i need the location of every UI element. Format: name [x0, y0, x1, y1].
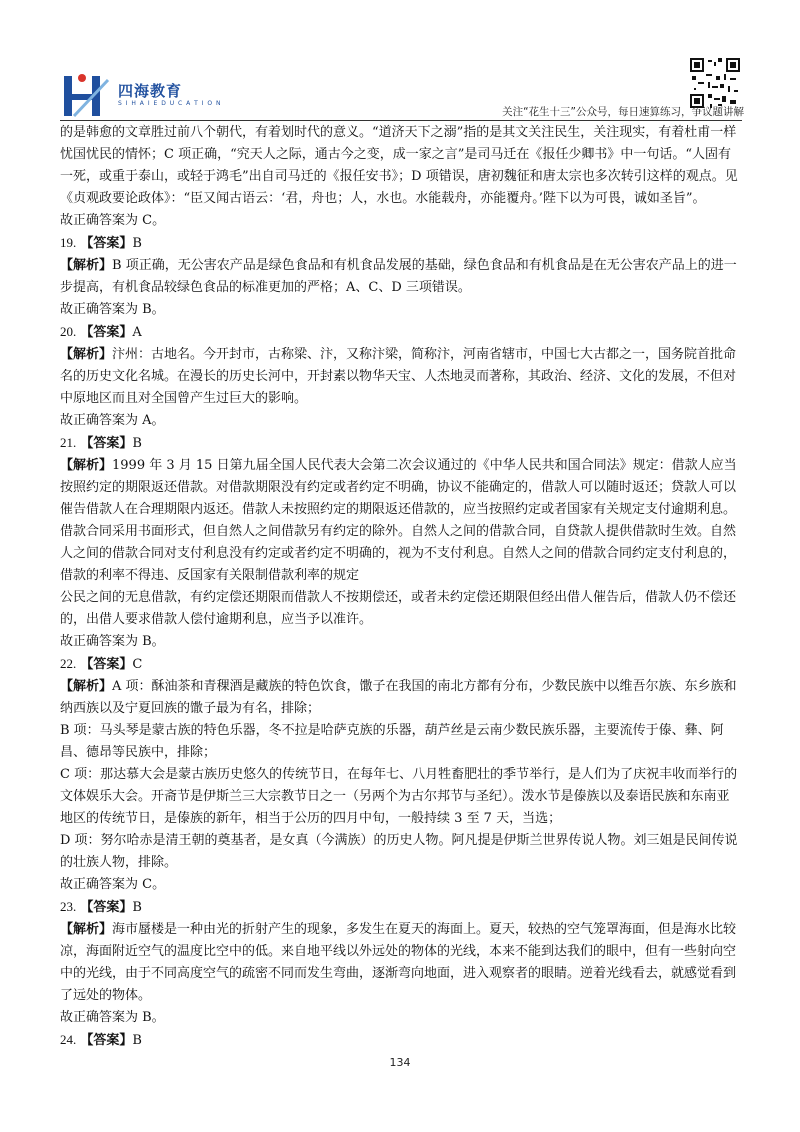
paragraph: 借款合同采用书面形式，但自然人之间借款另有约定的除外。自然人之间的借款合同，自贷款人提供借款时生效。自然人之间的借款合同对支付利息没有约定或者约定不明确的，视为不支付利息。自然人之间的借款合同约定支付利息的，借款的利率不得违、反国家有关限制借款利率的规定	[60, 524, 737, 583]
answer-line	[60, 1029, 742, 1052]
answer-value: B	[132, 900, 142, 915]
brand-name: 四海教育	[118, 82, 183, 100]
answer-statement: 故正确答案为 B。	[60, 302, 165, 317]
answer-label: 【答案】	[80, 657, 133, 672]
analysis-paragraph	[60, 344, 742, 410]
page-content	[60, 122, 742, 1052]
answer-statement: 故正确答案为 B。	[60, 634, 165, 649]
analysis-paragraph	[60, 255, 742, 299]
analysis-text: 1999 年 3 月 15 日第九届全国人民代表大会第二次会议通过的《中华人民共和国合同法》规定：借款人应当按照约定的期限返还借款。对借款期限没有约定或者约定不明确，协议不能确定的，借款人可以随时返还；贷款人可以催告借款人在合理期限内返还。借款人未按照约定的期限返还借款的，应当按照约定或者国家有关规定支付逾期利息。	[60, 458, 737, 517]
analysis-label: 【解析】	[60, 347, 113, 362]
question-number: 20.	[60, 324, 77, 339]
header-divider	[60, 120, 742, 121]
sihai-logo-icon	[62, 70, 112, 120]
paragraph: C 项：那达慕大会是蒙古族历史悠久的传统节日，在每年七、八月牲畜肥壮的季节举行，是人们为了庆祝丰收而举行的文体娱乐大会。开斋节是伊斯兰三大宗教节日之一（另两个为古尔邦节与圣纪）。泼水节是傣族以及泰语民族和东南亚地区的传统节日，是傣族的新年，相当于公历的四月中旬，一般持续 3 至 7 天，当选；	[60, 767, 738, 826]
answer-label: 【答案】	[80, 325, 133, 340]
answer-line	[60, 321, 742, 344]
answer-line	[60, 232, 742, 255]
question-number: 22.	[60, 656, 77, 671]
answer-statement: 故正确答案为 C。	[60, 213, 166, 228]
analysis-label: 【解析】	[60, 679, 113, 694]
question-number: 21.	[60, 435, 77, 450]
analysis-paragraph	[60, 919, 742, 1007]
answer-statement: 故正确答案为 B。	[60, 1010, 165, 1025]
analysis-text: 汴州：古地名。今开封市，古称梁、汴，又称汴梁，简称汴，河南省辖市，中国七大古都之一，国务院首批命名的历史文化名城。在漫长的历史长河中，开封素以物华天宝、人杰地灵而著称，其政治、经济、文化的发展，不但对中原地区而且对全国曾产生过巨大的影响。	[60, 347, 737, 406]
analysis-label: 【解析】	[60, 922, 113, 937]
question-number: 24.	[60, 1032, 77, 1047]
answer-line	[60, 432, 742, 455]
answer-label: 【答案】	[80, 1033, 133, 1048]
answer-label: 【答案】	[80, 436, 133, 451]
answer-statement: 故正确答案为 C。	[60, 877, 166, 892]
analysis-label: 【解析】	[60, 458, 113, 473]
analysis-paragraph	[60, 676, 742, 720]
question-number: 19.	[60, 235, 77, 250]
analysis-paragraph	[60, 455, 742, 521]
answer-value: C	[132, 657, 143, 672]
answer-statement: 故正确答案为 A。	[60, 413, 165, 428]
answer-value: B	[132, 1033, 142, 1048]
header-tagline: 关注“花生十三”公众号，每日速算练习，争议题讲解	[502, 106, 744, 118]
paragraph: D 项：努尔哈赤是清王朝的奠基者，是女真（今满族）的历史人物。阿凡提是伊斯兰世界传说人物。刘三姐是民间传说的壮族人物，排除。	[60, 833, 738, 870]
qr-code-icon	[690, 58, 740, 108]
answer-line	[60, 653, 742, 676]
analysis-label: 【解析】	[60, 258, 113, 273]
question-number: 23.	[60, 899, 77, 914]
answer-line	[60, 896, 742, 919]
paragraph: 的是韩愈的文章胜过前八个朝代，有着划时代的意义。“道济天下之溺”指的是其文关注民生，关注现实，有着杜甫一样忧国忧民的情怀；C 项正确，“究天人之际，通古今之变，成一家之言”是司马迁在《报任少卿书》中一句话。“人固有一死，或重于泰山，或轻于鸿毛”出自司马迁的《报任安书》；D 项错误，唐初魏征和唐太宗也多次转引这样的观点。见《贞观政要论政体》：“臣又闻古语云：‘君，舟也；人，水也。水能载舟，亦能覆舟。’陛下以为可畏，诚如圣旨”。	[60, 125, 738, 206]
answer-label: 【答案】	[80, 236, 133, 251]
analysis-text: 海市蜃楼是一种由光的折射产生的现象，多发生在夏天的海面上。夏天，较热的空气笼罩海面，但是海水比较凉，海面附近空气的温度比空中的低。来自地平线以外远处的物体的光线，本来不能到达我们的眼中，但有一些射向空中的光线，由于不同高度空气的疏密不同而发生弯曲，逐渐弯向地面，进入观察者的眼睛。逆着光线看去，就感觉看到了远处的物体。	[60, 922, 737, 1003]
answer-value: A	[132, 325, 142, 340]
paragraph: B 项：马头琴是蒙古族的特色乐器，冬不拉是哈萨克族的乐器，葫芦丝是云南少数民族乐器，主要流传于傣、彝、阿昌、德昂等民族中，排除；	[60, 723, 724, 760]
analysis-text: B 项正确，无公害农产品是绿色食品和有机食品发展的基础，绿色食品和有机食品是在无公害农产品上的进一步提高，有机食品较绿色食品的标准更加的严格；A、C、D 三项错误。	[60, 258, 737, 295]
page-number: 134	[389, 1056, 411, 1069]
answer-value: B	[132, 236, 142, 251]
paragraph: 公民之间的无息借款，有约定偿还期限而借款人不按期偿还，或者未约定偿还期限但经出借人催告后，借款人仍不偿还的，出借人要求借款人偿付逾期利息，应当予以准许。	[60, 590, 737, 627]
page-header	[0, 0, 800, 122]
analysis-text: A 项：酥油茶和青稞酒是藏族的特色饮食，馓子在我国的南北方都有分布，少数民族中以维吾尔族、东乡族和纳西族以及宁夏回族的馓子最为有名，排除；	[60, 679, 737, 716]
brand-subtitle: S I H A I E D U C A T I O N	[118, 100, 222, 107]
answer-value: B	[132, 436, 142, 451]
answer-label: 【答案】	[80, 900, 133, 915]
